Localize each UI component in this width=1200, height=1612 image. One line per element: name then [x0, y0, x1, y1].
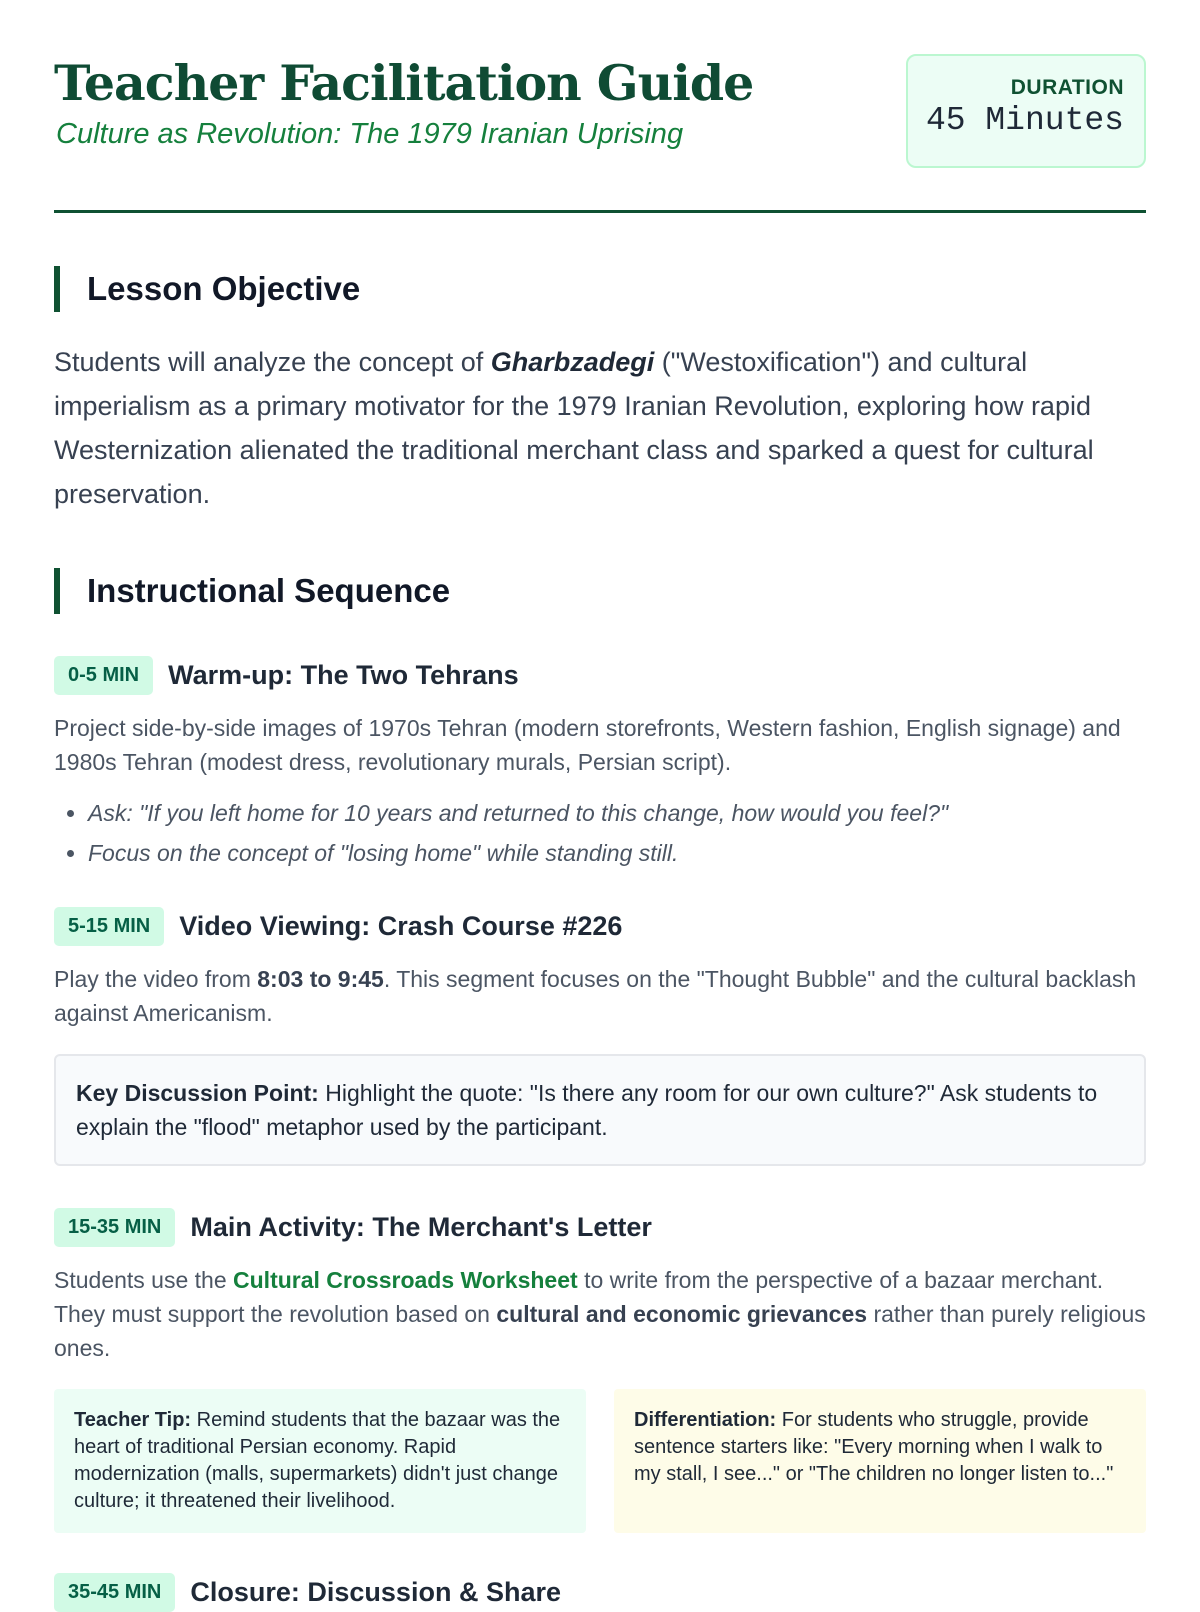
description-text: to write from the perspective of a bazaar merchant. They must support the revolution based on	[54, 1267, 1104, 1327]
callout-row	[54, 1389, 1146, 1533]
lesson-objective-heading: Lesson Objective	[54, 266, 1146, 312]
teacher-tip-callout	[54, 1389, 586, 1533]
objective-term: Gharbzadegi	[490, 347, 655, 377]
description-text: Play the video from	[54, 966, 258, 992]
video-timestamp: 8:03 to 9:45	[257, 966, 384, 992]
time-badge: 5-15 MIN	[54, 907, 164, 946]
description-text: Students use the	[54, 1267, 234, 1293]
duration-value: 45 Minutes	[925, 102, 1124, 139]
grievances-emphasis: cultural and economic grievances	[496, 1301, 868, 1327]
lesson-objective-text	[54, 340, 1146, 516]
step-warm-up	[54, 656, 1146, 873]
key-discussion-text: Highlight the quote: "Is there any room for our own culture?" Ask students to explain the "flood" metaphor used by the participant.	[76, 1080, 1098, 1140]
step-title: Closure: Discussion & Share	[190, 1577, 561, 1607]
step-description: Project side-by-side images of 1970s Tehran (modern storefronts, Western fashion, English signage) and 1980s Tehran (modest dress, revolutionary murals, Persian script).	[54, 715, 1121, 775]
prompt-list	[54, 793, 1146, 873]
step-header	[54, 656, 1146, 695]
description-text: . This segment focuses on the "Thought Bubble" and the cultural backlash against Americanism.	[54, 966, 1137, 1026]
key-discussion-label: Key Discussion Point:	[76, 1080, 319, 1106]
time-badge: 15-35 MIN	[54, 1208, 175, 1247]
lesson-objective-section	[54, 266, 1146, 516]
step-main-activity	[54, 1208, 1146, 1533]
duration-card	[906, 54, 1146, 168]
prompt-list-item: • Focus on the concept of "losing home" while standing still.	[88, 833, 1146, 873]
page-header	[54, 0, 1146, 213]
step-title: Warm-up: The Two Tehrans	[168, 660, 519, 690]
step-description	[54, 962, 1146, 1030]
page-subtitle: Culture as Revolution: The 1979 Iranian Uprising	[56, 118, 684, 150]
differentiation-callout	[614, 1389, 1146, 1533]
instructional-sequence-section	[54, 568, 1146, 1612]
time-badge: 35-45 MIN	[54, 1573, 175, 1612]
objective-text-end: ("Westoxification") and cultural imperialism as a primary motivator for the 1979 Iranian Revolution, exploring how rapid Westernization alienated the traditional merchant class and sparked a quest for cultural preservation.	[54, 347, 1094, 509]
worksheet-link[interactable]: Cultural Crossroads Worksheet	[233, 1267, 578, 1293]
step-title: Video Viewing: Crash Course #226	[179, 911, 623, 941]
step-title: Main Activity: The Merchant's Letter	[190, 1212, 652, 1242]
objective-text-start: Students will analyze the concept of	[54, 347, 491, 377]
step-video-viewing	[54, 907, 1146, 1166]
duration-label: DURATION	[1010, 76, 1124, 99]
step-closure	[54, 1573, 1146, 1612]
step-header	[54, 1573, 1146, 1612]
differentiation-label: Differentiation:	[634, 1409, 777, 1431]
description-text: rather than purely religious ones.	[54, 1301, 1146, 1361]
differentiation-text: For students who struggle, provide sentence starters like: "Every morning when I walk to my stall, I see..." or "The children no longer listen to..."	[634, 1409, 1114, 1485]
prompt-list-item: • Ask: "If you left home for 10 years and returned to this change, how would you feel?"	[88, 793, 1146, 833]
page-title: Teacher Facilitation Guide	[54, 54, 754, 112]
step-description	[54, 1263, 1146, 1365]
instructional-sequence-heading: Instructional Sequence	[54, 568, 1146, 614]
step-header	[54, 907, 1146, 946]
key-discussion-point-box	[54, 1054, 1146, 1166]
step-header	[54, 1208, 1146, 1247]
teacher-tip-text: Remind students that the bazaar was the heart of traditional Persian economy. Rapid modernization (malls, supermarkets) didn't just change culture; it threatened their livelihood.	[74, 1409, 561, 1512]
time-badge: 0-5 MIN	[54, 656, 153, 695]
teacher-tip-label: Teacher Tip:	[74, 1409, 192, 1431]
